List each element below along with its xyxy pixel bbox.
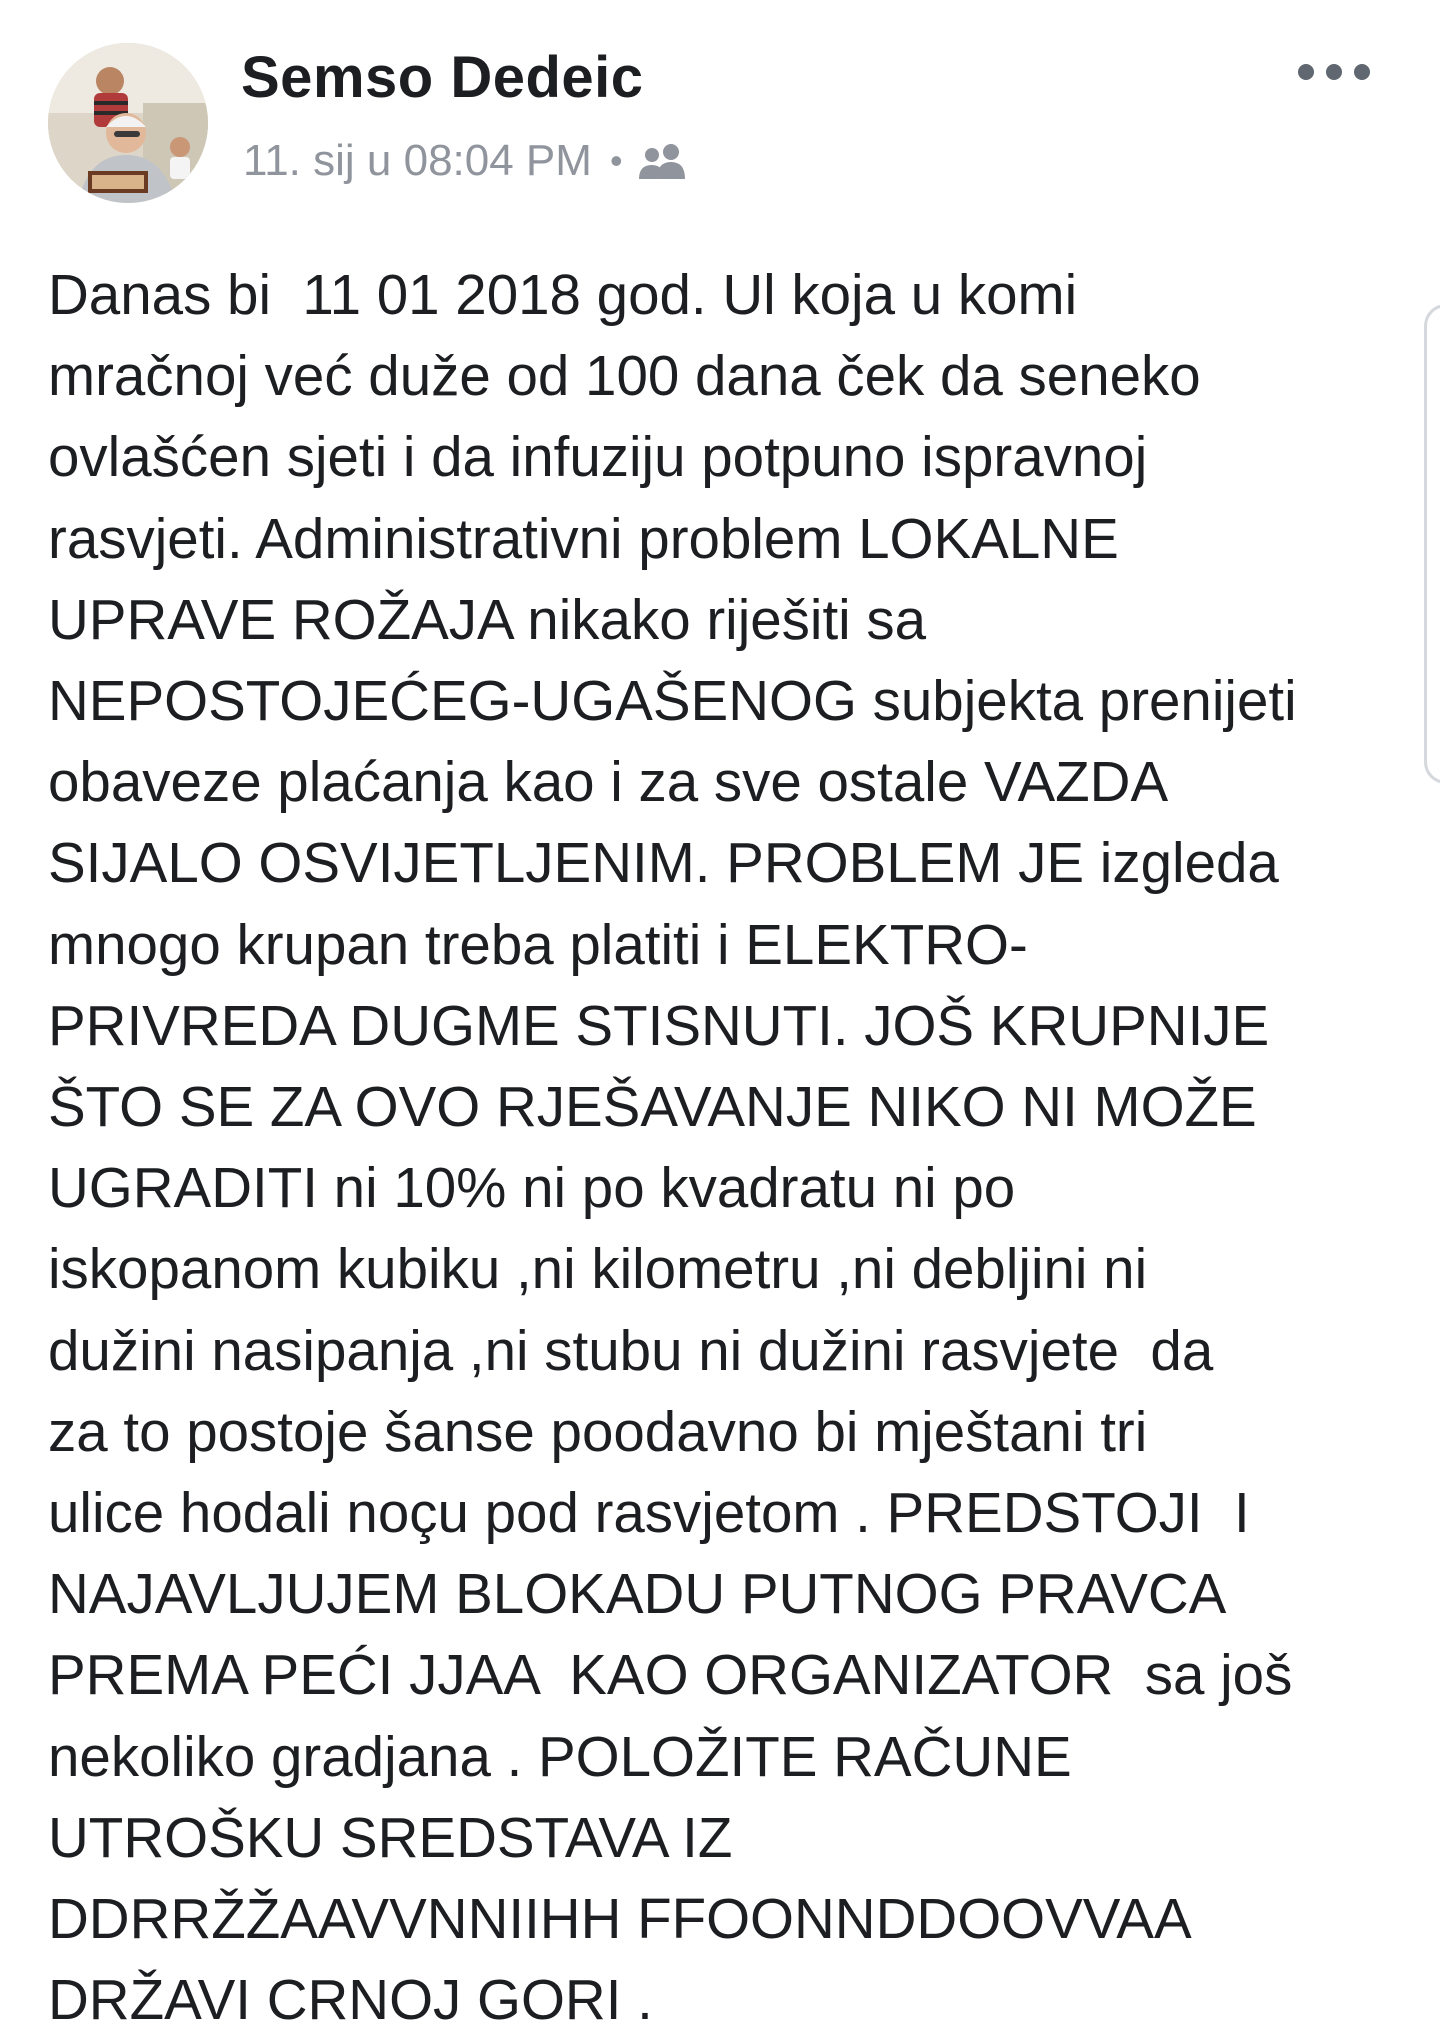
post-text (48, 254, 1418, 2040)
post-text-line: iskopanom kubiku ,ni kilometru ,ni debljini ni (48, 1237, 1148, 1301)
post-text-line: ulice hodali noçu pod rasvjetom . PREDSTOJI I (48, 1481, 1250, 1545)
post-text-line: dužini nasipanja ,ni stubu ni dužini rasvjete da (48, 1318, 1214, 1382)
meta-separator: • (609, 140, 623, 181)
more-dot (1298, 64, 1314, 80)
post-text-line: DDRRŽŽAAVVNNIIHH FFOONNDDOOVVAA (48, 1887, 1192, 1951)
profile-photo (48, 43, 208, 203)
author-name[interactable]: Semso Dedeic (241, 45, 644, 110)
author-avatar[interactable] (48, 43, 208, 203)
friends-icon[interactable] (637, 141, 689, 181)
post-text-line: ovlašćen sjeti i da infuziju potpuno ispravnoj (48, 425, 1148, 489)
post-text-line: Danas bi 11 01 2018 god. Ul koja u komi (48, 263, 1078, 326)
post-text-line: UTROŠKU SREDSTAVA IZ (48, 1805, 733, 1869)
post-text-line: mračnoj već duže od 100 dana ček da seneko (48, 344, 1201, 408)
post-text-line: SIJALO OSVIJETLJENIM. PROBLEM JE izgleda (48, 831, 1279, 895)
post-meta (243, 136, 689, 186)
post-text-line: NEPOSTOJEĆEG-UGAŠENOG subjekta prenijeti (48, 669, 1297, 733)
post-text-line: NAJAVLJUJEM BLOKADU PUTNOG PRAVCA (48, 1562, 1227, 1626)
more-options-icon[interactable] (1298, 54, 1370, 90)
post-text-line: rasvjeti. Administrativni problem LOKALNE (48, 506, 1119, 570)
scrollbar-edge[interactable] (1424, 304, 1440, 784)
post-timestamp[interactable]: 11. sij u 08:04 PM (243, 136, 592, 185)
post-text-line: PRIVREDA DUGME STISNUTI. JOŠ KRUPNIJE (48, 993, 1270, 1057)
post-text-line: PREMA PEĆI JJAA KAO ORGANIZATOR sa još (48, 1643, 1293, 1707)
post-text-line: nekoliko gradjana . POLOŽITE RAČUNE (48, 1724, 1072, 1788)
post-text-line: za to postoje šanse poodavno bi mještani tri (48, 1399, 1148, 1463)
post-text-line: mnogo krupan treba platiti i ELEKTRO- (48, 912, 1028, 976)
post-text-line: ŠTO SE ZA OVO RJEŠAVANJE NIKO NI MOŽE (48, 1075, 1257, 1139)
more-dot (1354, 64, 1370, 80)
post-text-line: DRŽAVI CRNOJ GORI . (48, 1968, 653, 2032)
post-text-line: UPRAVE ROŽAJA nikako riješiti sa (48, 587, 927, 651)
post-text-line: obaveze plaćanja kao i za sve ostale VAZDA (48, 750, 1169, 814)
more-dot (1326, 64, 1342, 80)
post-text-line: UGRADITI ni 10% ni po kvadratu ni po (48, 1156, 1016, 1220)
